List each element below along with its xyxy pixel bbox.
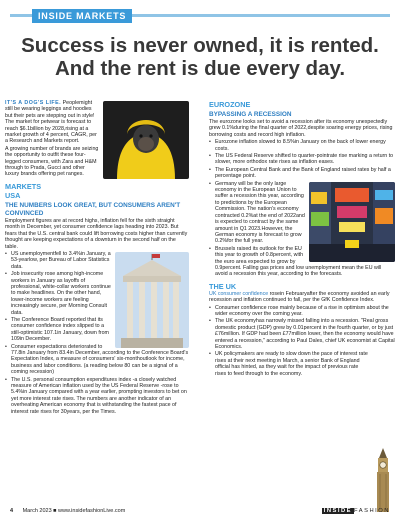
gorilla-in-raincoat-photo [103, 101, 189, 179]
list-item: • Eurozone inflation slowed to 8.5%in January on the back of lower energy costs. [209, 139, 395, 152]
footer-separator: ■ [53, 508, 59, 514]
left-column [5, 100, 189, 502]
list-item: • Brussels raised its outlook for the EU this year to growth of 0.8percent, with the euro area expected to grow by 0.9percent. Falling gas prices and low unemployment mean the EU will avoid a recession this year, according to the forecasts. [209, 246, 395, 278]
list-item: • Germany will be the only large economy in the European Union to suffer a recession this year, according to predictions by the European Commission. The nation's economy contracted 0.2%at the end of 2022and is expected to contract by the same amount in Q1 2023.However, the German economy is forecast to grow 0.2%for the full year. [209, 181, 395, 245]
issue-date: March 2023 [22, 508, 52, 514]
page-footer [10, 507, 390, 515]
headline-line-2: And the rent is due every day. [54, 57, 346, 80]
eurozone-subheading: BYPASSING A RECESSION [209, 111, 292, 118]
eurozone-lead: The eurozone looks set to avoid a recession after its economy unexpectedly grew 0.1%during the final quarter of 2022,despite soaring energy prices, rising borrowing costs and record high inflation. [209, 119, 393, 138]
brand-logo-rest: FASHION [354, 508, 390, 514]
uk-heading: THE UK [209, 281, 237, 291]
right-column [209, 100, 395, 502]
usa-bullet-list [5, 251, 189, 415]
usa-subheading: THE NUMBERS LOOK GREAT, BUT CONSUMERS AREN'T CONVINCED [5, 201, 181, 217]
list-item: • Consumer expectations deteriorated to 77.8in January from 83.4in December, according to the Conference Board's Expectation Index, a measure of consumers' six-monthoutlook for income, business and labor conditions. (a reading below 80 can be a signal of a coming recession) [5, 344, 189, 376]
usa-heading: USA [5, 190, 21, 200]
uk-lead: rosein Februaryafter the economy avoided an early recession and inflation continued to fall, per the GfK Confidence Index. [209, 290, 390, 304]
list-item: • The Conference Board reported that its consumer confidence index slipped to a still-optimistic 107.1in January, down from 109in December. [5, 317, 189, 343]
list-item: • Consumer confidence rose mainly because of a rise in optimism about the wider economy over the coming year. [209, 305, 395, 318]
big-ben-illustration [372, 448, 394, 512]
uk-bullet-list [209, 305, 395, 377]
brand-logo-box: INSIDE [323, 508, 353, 514]
headline [8, 34, 392, 80]
section-label: INSIDE MARKETS [32, 9, 132, 23]
list-item: • The European Central Bank and the Bank of England raised rates by half a percentage point. [209, 167, 395, 180]
list-item: • The U.S. personal consumption expenditures index -a closely watched measure of American inflation used by the US Federal Reserve -rose to 5.4%in January compared with a year earlier, prompting investors to bet on yet more interest rate rises. The numbers are another indicator of an overheating American economy that is withstanding the fastest pace of interest rate rises for 30years, per the Times. [5, 377, 189, 415]
intro-kicker: IT'S A DOG'S LIFE. [5, 100, 62, 106]
list-item: • Job insecurity rose among high-income workers in January as layoffs of professional, white-collar workers continue to make headlines. On the other hand, lower-income workers are feeling increasingly secure, per Morning Consult data. [5, 271, 189, 316]
list-item: • US unemploymentfell to 3.4%in January, a 53-yearlow, per Bureau of Labor Statistics data. [5, 251, 189, 270]
usa-lead: Employment figures are at record highs, inflation fell for the sixth straight month in December, yet consumer confidence lags heading into 2023. But fears that the U.S. central bank could lift borrowing costs higher than currently thought are keeping expectations of a downturn in the second half on the table. [5, 217, 188, 250]
headline-line-1: Success is never owned, it is rented. [21, 34, 379, 57]
list-item: • The US Federal Reserve shifted to quarter-pointrate rise marking a return to slower, more orthodox rate rises as inflation eases. [209, 153, 395, 166]
list-item: • The UK economyhas narrowly missed falling into a recession. "Real gross domestic product (GDP) grew by 0.01percent in the fourth quarter, or by just £76million. If GDP had been £77million lower, then the economy would have entered a recession," according to Paul Dales, chief UK economist at Capital Economics. [209, 318, 395, 350]
brand-logo [322, 507, 390, 515]
uk-lead-kicker: UK consumer confidence [209, 290, 269, 297]
intro-text-2: A growing number of brands are seizing the opportunity to outfit these four-legged consumers, with Zara and H&M through to Prada, Gucci and other luxury brands offering pet ranges. [5, 145, 99, 178]
markets-heading: MARKETS [5, 181, 42, 191]
list-item: • UK policymakers are ready to slow down the pace of interest rate rises at their next meeting in March, a senior Bank of England official has hinted, as they wait for the impact of previous rate rises to feed through to the economy. [209, 351, 395, 377]
page-number: 4 [10, 508, 14, 514]
website-link[interactable]: www.insidefashionLive.com [58, 508, 126, 514]
intro-text-1: Peoplemight still be wearing leggings and hoodies but their pets are stepping out in style! The market for petwear is forecast to reach $6.1billion by 2028,rising at a market growth of 4 percent, CAGR, per a Research and Markets report. [5, 100, 97, 145]
eurozone-heading: EUROZONE [209, 100, 251, 109]
eurozone-bullet-list [209, 139, 395, 278]
section-banner [10, 8, 390, 24]
